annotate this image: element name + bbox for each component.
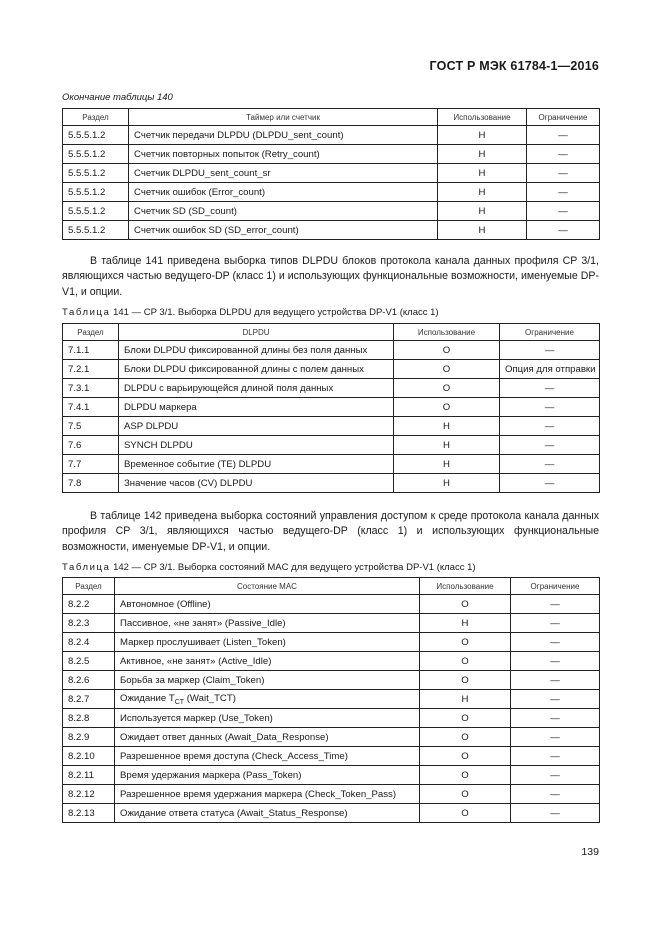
table-cell: Н bbox=[394, 455, 500, 474]
caption-prefix: Таблица bbox=[62, 562, 111, 573]
table-cell: Н bbox=[420, 690, 511, 709]
table-cell bbox=[115, 690, 420, 709]
table-cell: Счетчик передачи DLPDU (DLPDU_sent_count) bbox=[129, 126, 438, 145]
table-row bbox=[63, 595, 600, 614]
table-cell: — bbox=[511, 595, 600, 614]
table-cell: 7.1.1 bbox=[63, 341, 119, 360]
table-cell: Счетчик DLPDU_sent_count_sr bbox=[129, 164, 438, 183]
table-cell: Н bbox=[438, 164, 527, 183]
table-cell: 8.2.4 bbox=[63, 633, 115, 652]
table-cell: 8.2.8 bbox=[63, 709, 115, 728]
table-cell: Время удержания маркера (Pass_Token) bbox=[115, 766, 420, 785]
table-row bbox=[63, 183, 600, 202]
column-header: Раздел bbox=[63, 109, 129, 126]
table-cell: 8.2.6 bbox=[63, 671, 115, 690]
table-cell: 8.2.13 bbox=[63, 804, 115, 823]
table-cell: Опция для отправки bbox=[500, 360, 600, 379]
table-cell: 5.5.5.1.2 bbox=[63, 145, 129, 164]
table-row bbox=[63, 766, 600, 785]
table-cell: Разрешенное время удержания маркера (Check_Token_Pass) bbox=[115, 785, 420, 804]
table-142 bbox=[62, 577, 600, 823]
table-cell: 8.2.2 bbox=[63, 595, 115, 614]
table-cell: Н bbox=[438, 145, 527, 164]
table-header-row bbox=[63, 578, 600, 595]
table-row bbox=[63, 690, 600, 709]
table-cell: Автономное (Offline) bbox=[115, 595, 420, 614]
table-cell: О bbox=[420, 652, 511, 671]
table-cell: Счетчик ошибок SD (SD_error_count) bbox=[129, 221, 438, 240]
table-row bbox=[63, 785, 600, 804]
table-cell: — bbox=[511, 690, 600, 709]
table-row bbox=[63, 474, 600, 493]
table-cell: Счетчик повторных попыток (Retry_count) bbox=[129, 145, 438, 164]
table-cell: — bbox=[527, 183, 600, 202]
table-cell: Значение часов (CV) DLPDU bbox=[119, 474, 394, 493]
table-cell: Активное, «не занят» (Active_Idle) bbox=[115, 652, 420, 671]
table-cell: Н bbox=[438, 126, 527, 145]
table-cell: 8.2.3 bbox=[63, 614, 115, 633]
table-cell: Ожидание ответа статуса (Await_Status_Response) bbox=[115, 804, 420, 823]
table-cell: Н bbox=[420, 614, 511, 633]
table-140-caption: Окончание таблицы 140 bbox=[62, 92, 173, 103]
table-cell: Ожидает ответ данных (Await_Data_Response) bbox=[115, 728, 420, 747]
table-cell: 8.2.11 bbox=[63, 766, 115, 785]
table-cell: Н bbox=[394, 417, 500, 436]
column-header: Раздел bbox=[63, 578, 115, 595]
table-cell: — bbox=[500, 398, 600, 417]
table-row bbox=[63, 747, 600, 766]
table-cell: 8.2.10 bbox=[63, 747, 115, 766]
table-cell: О bbox=[420, 671, 511, 690]
table-cell: — bbox=[511, 747, 600, 766]
table-cell: — bbox=[511, 614, 600, 633]
table-cell: — bbox=[511, 709, 600, 728]
table-cell: Н bbox=[438, 221, 527, 240]
table-cell: SYNCH DLPDU bbox=[119, 436, 394, 455]
table-cell: Счетчик ошибок (Error_count) bbox=[129, 183, 438, 202]
table-cell: — bbox=[500, 455, 600, 474]
table-cell: 5.5.5.1.2 bbox=[63, 221, 129, 240]
table-row bbox=[63, 145, 600, 164]
column-header: Раздел bbox=[63, 324, 119, 341]
table-cell: — bbox=[500, 436, 600, 455]
column-header: Использование bbox=[420, 578, 511, 595]
table-cell: — bbox=[511, 633, 600, 652]
table-cell: — bbox=[527, 145, 600, 164]
table-141-caption bbox=[62, 307, 439, 318]
table-row bbox=[63, 455, 600, 474]
column-header: Состояние MAC bbox=[115, 578, 420, 595]
table-row bbox=[63, 417, 600, 436]
table-row bbox=[63, 728, 600, 747]
page-number: 139 bbox=[581, 846, 599, 858]
table-cell: 5.5.5.1.2 bbox=[63, 164, 129, 183]
cell-text: Ожидание T bbox=[120, 692, 175, 704]
cell-text-tail: (Wait_TCT) bbox=[184, 692, 236, 704]
table-cell: Маркер прослушивает (Listen_Token) bbox=[115, 633, 420, 652]
table-cell: Пассивное, «не занят» (Passive_Idle) bbox=[115, 614, 420, 633]
caption-text: 141 — CP 3/1. Выборка DLPDU для ведущего устройства DP-V1 (класс 1) bbox=[113, 307, 439, 318]
document-header: ГОСТ Р МЭК 61784-1—2016 bbox=[429, 59, 599, 73]
table-row bbox=[63, 804, 600, 823]
table-cell: 7.3.1 bbox=[63, 379, 119, 398]
table-cell: — bbox=[511, 728, 600, 747]
table-cell: 8.2.5 bbox=[63, 652, 115, 671]
table-cell: 7.5 bbox=[63, 417, 119, 436]
caption-text: 142 — CP 3/1. Выборка состояний MAC для ведущего устройства DP-V1 (класс 1) bbox=[113, 562, 476, 573]
table-cell: О bbox=[420, 785, 511, 804]
table-cell: 7.7 bbox=[63, 455, 119, 474]
table-row bbox=[63, 379, 600, 398]
table-cell: 7.4.1 bbox=[63, 398, 119, 417]
table-cell: — bbox=[500, 417, 600, 436]
table-row bbox=[63, 633, 600, 652]
table-cell: О bbox=[420, 595, 511, 614]
table-cell: — bbox=[527, 164, 600, 183]
table-cell: О bbox=[420, 747, 511, 766]
table-cell: О bbox=[420, 709, 511, 728]
table-cell: Блоки DLPDU фиксированной длины с полем данных bbox=[119, 360, 394, 379]
table-141 bbox=[62, 323, 600, 493]
table-cell: О bbox=[420, 766, 511, 785]
table-cell: — bbox=[527, 202, 600, 221]
table-cell: Н bbox=[394, 436, 500, 455]
paragraph-text: В таблице 142 приведена выборка состояний управления доступом к среде протокола канала данных профиля CP 3/1, являющихся частью ведущего-DP (класс 1) и использующих функциональные возможности, именуемые DP-V1, и опции. bbox=[62, 510, 599, 553]
table-cell: — bbox=[511, 652, 600, 671]
paragraph-text: В таблице 141 приведена выборка типов DLPDU блоков протокола канала данных профиля CP 3/1, являющихся частью ведущего-DP (класс 1) и использующих функциональные возможности, именуемые DP-V1, и опции. bbox=[62, 255, 599, 298]
table-cell: — bbox=[500, 379, 600, 398]
column-header: DLPDU bbox=[119, 324, 394, 341]
column-header: Таймер или счетчик bbox=[129, 109, 438, 126]
table-row bbox=[63, 398, 600, 417]
table-cell: 5.5.5.1.2 bbox=[63, 202, 129, 221]
table-cell: О bbox=[420, 804, 511, 823]
column-header: Ограничение bbox=[511, 578, 600, 595]
table-row bbox=[63, 341, 600, 360]
table-cell: — bbox=[511, 671, 600, 690]
table-cell: О bbox=[394, 341, 500, 360]
table-cell: 7.8 bbox=[63, 474, 119, 493]
column-header: Использование bbox=[394, 324, 500, 341]
table-cell: Используется маркер (Use_Token) bbox=[115, 709, 420, 728]
table-cell: 5.5.5.1.2 bbox=[63, 126, 129, 145]
table-cell: — bbox=[500, 341, 600, 360]
table-cell: 5.5.5.1.2 bbox=[63, 183, 129, 202]
paragraph-table-142-intro bbox=[62, 509, 599, 555]
table-cell: 8.2.9 bbox=[63, 728, 115, 747]
column-header: Ограничение bbox=[500, 324, 600, 341]
table-row bbox=[63, 360, 600, 379]
table-header-row bbox=[63, 324, 600, 341]
table-row bbox=[63, 709, 600, 728]
table-cell: ASP DLPDU bbox=[119, 417, 394, 436]
table-cell: О bbox=[394, 379, 500, 398]
table-cell: Временное событие (TE) DLPDU bbox=[119, 455, 394, 474]
table-142-caption bbox=[62, 562, 476, 573]
table-row bbox=[63, 221, 600, 240]
table-header-row bbox=[63, 109, 600, 126]
table-cell: 7.6 bbox=[63, 436, 119, 455]
table-row bbox=[63, 614, 600, 633]
table-row bbox=[63, 436, 600, 455]
table-cell: О bbox=[420, 728, 511, 747]
table-row bbox=[63, 126, 600, 145]
column-header: Ограничение bbox=[527, 109, 600, 126]
table-cell: Разрешенное время доступа (Check_Access_Time) bbox=[115, 747, 420, 766]
table-cell: 7.2.1 bbox=[63, 360, 119, 379]
table-cell: Блоки DLPDU фиксированной длины без поля данных bbox=[119, 341, 394, 360]
table-cell: О bbox=[420, 633, 511, 652]
table-cell: — bbox=[500, 474, 600, 493]
table-cell: Н bbox=[394, 474, 500, 493]
table-cell: 8.2.7 bbox=[63, 690, 115, 709]
table-cell: — bbox=[527, 221, 600, 240]
table-cell: 8.2.12 bbox=[63, 785, 115, 804]
table-cell: О bbox=[394, 398, 500, 417]
table-row bbox=[63, 652, 600, 671]
table-row bbox=[63, 202, 600, 221]
subscript: CT bbox=[174, 698, 185, 706]
table-cell: О bbox=[394, 360, 500, 379]
table-cell: Н bbox=[438, 202, 527, 221]
paragraph-table-141-intro bbox=[62, 254, 599, 300]
table-cell: Н bbox=[438, 183, 527, 202]
table-cell: — bbox=[511, 785, 600, 804]
table-cell: — bbox=[527, 126, 600, 145]
column-header: Использование bbox=[438, 109, 527, 126]
table-cell: DLPDU с варьирующейся длиной поля данных bbox=[119, 379, 394, 398]
table-cell: — bbox=[511, 804, 600, 823]
table-cell: — bbox=[511, 766, 600, 785]
table-cell: Счетчик SD (SD_count) bbox=[129, 202, 438, 221]
table-cell: Борьба за маркер (Claim_Token) bbox=[115, 671, 420, 690]
table-cell: DLPDU маркера bbox=[119, 398, 394, 417]
caption-prefix: Таблица bbox=[62, 307, 111, 318]
table-row bbox=[63, 164, 600, 183]
table-row bbox=[63, 671, 600, 690]
table-140 bbox=[62, 108, 600, 240]
